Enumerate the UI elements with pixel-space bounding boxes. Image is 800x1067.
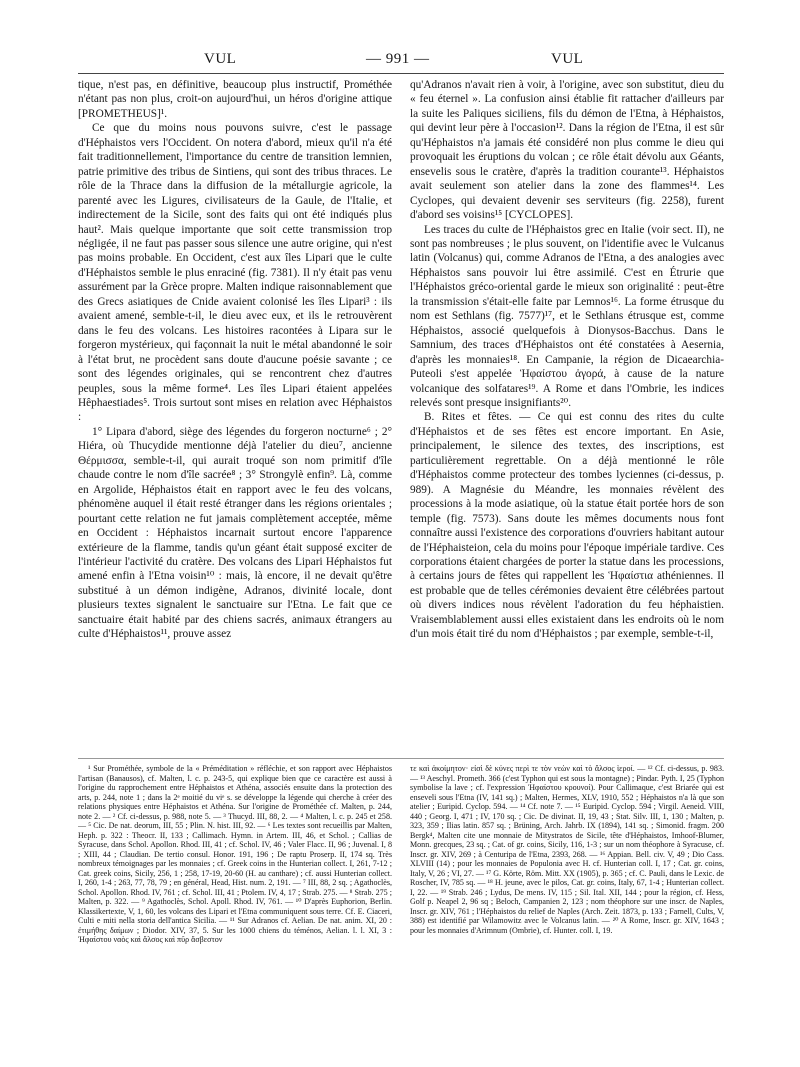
paragraph: Les traces du culte de l'Héphaistos grec en Italie (voir sect. II), ne sont pas nombreuses ; le plus souvent, on l'identifie avec le Vulcanus latin (Volcanus) qui, comme Adranos de l'Etna, a des analogies avec Héphaistos sans pouvoir lui être assimilé. C'est en Étrurie que l'Héphaistos gréco-oriental garde le mieux son originalité : peut-être la transmission s'était-elle faite par Lemnos¹⁶. La forme étrusque du nom est Sethlans (fig. 7577)¹⁷, et le Sethlans étrusque est, comme Héphaistos, associé quelquefois à Dionysos-Bacchus. Dans le Samnium, des traces d'Héphaistos ont été constatées à Aesernia, d'après les monnaies¹⁸. En Campanie, la région de Dicaearchia-Puteoli s'est appelée Ἡφαίστου ἀγορά, à cause de la nature volcanique des solfatares¹⁹. A Rome et dans l'Ombrie, les indices relevés sont presque insignifiants²⁰. — [410, 223, 724, 409]
paragraph: 1° Lipara d'abord, siège des légendes du forgeron nocturne⁶ ; 2° Hiéra, où Thucydide mentionne déjà l'atelier du dieu⁷, ancienne Θέρμισσα, semble-t-il, qui aurait troqué son nom primitif d'île chaude contre le nom d'île sacrée⁸ ; 3° Strongylè enfin⁹. Là, comme en Argolide, Héphaistos était en rapport avec le feu des volcans, phénomène auquel il était resté étranger dans les régions orientales ; pourtant cette relation ne fut jamais complètement acceptée, même en Occident : Héphaistos incarnait surtout encore l'apparence extérieure de la flamme, tandis qu'un géant était supposé exciter de l'intérieur l'activité du cratère. Des volcans des Lipari Héphaistos fut amené enfin à l'Etna voisin¹⁰ : mais, là encore, il ne devait qu'être substitué à un démon indigène, Adranos, divinité locale, dont plusieurs textes signalent le sanctuaire sur l'Etna. Le fait que ce sanctuaire était habité par des chiens sacrés, animaux étrangers au culte d'Héphaistos¹¹, prouve assez — [78, 425, 392, 641]
footnotes-left — [78, 764, 392, 1054]
footnote-rule — [78, 758, 724, 759]
body-column-right — [410, 78, 724, 748]
page-number: — 991 — — [366, 51, 430, 67]
header-rule — [78, 73, 724, 74]
running-header-left: VUL — [204, 51, 237, 67]
paragraph: tique, n'est pas, en définitive, beaucoup plus instructif, Prométhée n'étant pas non plus, croit-on aujourd'hui, un héros d'origine attique [PROMETHEUS]¹. — [78, 79, 392, 120]
footnotes-right — [410, 764, 724, 1054]
paragraph: qu'Adranos n'avait rien à voir, à l'origine, avec son substitut, dieu du « feu éternel ». La confusion ainsi établie fit rattacher d'ailleurs par la suite les Paliques siciliens, fils du démon de l'Etna, à Héphaistos, qui devint leur père à l'occasion¹². Dans la région de l'Etna, il est sûr qu'Héphaistos n'a jamais été considéré non plus comme le dieu qui provoquait les éruptions du volcan ; ce rôle était dévolu aux Géants, ensevelis sous le cratère, d'après la tradition courante¹³. Héphaistos avait seulement son atelier dans la zone des flammes¹⁴. Les Cyclopes, qui devaient devenir ses serviteurs (fig. 2258), furent d'abord ses voisins¹⁵ [CYCLOPES]. — [410, 79, 724, 222]
running-header-right: VUL — [551, 51, 584, 67]
paragraph: Ce que du moins nous pouvons suivre, c'est le passage d'Héphaistos vers l'Occident. On notera d'abord, mieux qu'il n'a été fait traditionnellement, l'importance du centre de transition lemnien, patrie primitive des tribus de Sintiens, qui sont des tribus thraces. Le rôle de la Thrace dans la diffusion de la métallurgie agricole, la parenté avec les Ligures, civilisateurs de la Gaule, de l'Italie, et indirectement de la Sicile, sont des faits qui ont été indiqués plus haut². Mais quelque importante que soit cette transmission trop négligée, il ne faut pas passer sous silence une autre origine, qui n'est pas moins probable. En Occident, c'est aux îles Lipari que le culte d'Héphaistos semble le plus enraciné (fig. 7381). Il n'y était pas venu assurément par la Grèce propre. Malten indique raisonnablement que des Grecs asiatiques de Cnide avaient colonisé les îles Lipari³ : ils avaient amené, semble-t-il, le dieu avec eux, et ils le retrouvèrent dans le feu des volcans. Les histoires racontées à Lipara sur le forgeron mystérieux, qui façonnait la nuit le métal abandonné le soir à l'état brut, ne procèdent sans doute d'aucune poésie savante ; ce sont des légendes originales, qui se rencontrent chez d'autres peuples, sous la même forme⁴. Les îles Lipari étaient appelées Hêphaestiades⁵. Trois surtout sont mises en relation avec Héphaistos : — [78, 122, 392, 424]
footnote-block: τε καὶ ἀκοίμητον· εἰσὶ δὲ κύνες περὶ τε τὸν νεὼν καὶ τὸ ἄλσος ἱεροί. — ¹² Cf. ci-dessus, p. 983. — ¹³ Aeschyl. Prometh. 366 (c'est Typhon qui est sous la montagne) ; Pindar. Pyth. I, 25 (Typhon symbolise la lave ; cf. l'expression Ἡφαίστου κρουνοί). Pour Callimaque, c'est Briarée qui est enseveli sous l'Etna (IV, 141 sq.) ; Malten, Hermes, XLV, 1910, 552 ; Héphaistos n'a là que son atelier ; Euripid. Cyclop. 594. — ¹⁴ Cf. note 7. — ¹⁵ Euripid. Cyclop. 594 ; Virgil. Aeneid. VIII, 440 ; Georg. I, 471 ; IV, 170 sq. ; Cic. De divinat. II, 19, 43 ; Stat. Silv. III, 1, 130 ; Malten, p. 323, 359 ; Ilias latin. 857 sq. ; Brüning, Arch. Jahrb. IX (1894), 141 sq. ; Simonid. fragm. 200 Bergk⁴, Malten cite une monnaie de Mitystratos de Sicile, tête d'Héphaistos, Imhoof-Blumer, Monn. grecques, 23 sq. ; Cat. of gr. coins, Sicily, 116, 1-3 ; sur un nom théophore à Syracuse, cf. Inscr. gr. XIV, 269 ; à Centuripa de l'Etna, 2393, 268. — ¹⁶ Appian. Bell. civ. V, 49 ; Dio Cass. XLVIII (14) ; pour les monnaies de Populonia avec H. cf. Hunterian coll. I, 17 ; Cat. gr. coins, Italy, V, 26 ; VI, 27. — ¹⁷ G. Körte, Röm. Mitt. XX (1905), p. 365 ; cf. C. Pauli, dans le Lexic. de Roscher, IV, 785 sq. — ¹⁸ H. jeune, avec le pilos, Cat. gr. coins, Italy, 67, 1-4 ; Hunterian collect. I, 22. — ¹⁹ Strab. 246 ; Lydus, De mens. IV, 115 ; Sil. Ital. XII, 144 ; pour la région, cf. Hess, Golf p. Neapel 2, 96 sq ; Beloch, Campanien 2, 123 ; nom théophore sur une inscr. de Naples, Inscr. gr. XIV, 761 ; l'Héphaistos du relief de Naples (Arch. Zeit. 1873, p. 133 ; Farnell, Cults, V, 388) est identifié par Wilamowitz avec le Volcanus latin. — ²⁰ A Rome, Inscr. gr. XIV, 1643 ; pour les monnaies d'Arimnum (Ombrie), cf. Hunter. coll. I, 19. — [410, 764, 724, 935]
footnote-block: ¹ Sur Prométhée, symbole de la « Préméditation » réfléchie, et son rapport avec Héphaistos l'artisan (Banausos), cf. Malten, l. c. p. 243-5, qui explique bien que ce caractère est aussi à l'origine du rapprochement entre Héphaistos et Athéna, associés ensuite dans la protection des arts, p. 244, note 1 ; dans la 2ᵉ moitié du viᵉ s. se développe la légende qui cherche à créer des relations physiques entre Héphaistos et Athéna. Sur l'origine de Prométhée cf. Malten, p. 244, note 2. — ² Cf. ci-dessus, p. 988, note 5. — ³ Thucyd. III, 88, 2. — ⁴ Malten, l. c. p. 245 et 258. — ⁵ Cic. De nat. deorum, III, 55 ; Plin. N. hist. III, 92. — ⁶ Les textes sont recueillis par Malten, Heph. p. 322 : Theocr. II, 133 ; Callimach. Hymn. in Artem. III, 46, et Schol. ; Callias de Syracuse, dans Schol. Apollon. Rhod. III, 41 ; cf. Schol. IV, 46 ; Valer Flacc. II, 96 ; Juvenal. I, 8 ; XIII, 44 ; Claudian. De tertio consul. Honor. 191, 196 ; De raptu Proserp. II, 174 sq. Très nombreux témoignages par les monnaies ; cf. Greek coins in the Hunterian collect. I, 261, 7-12 ; Cat. greek coins, Sicily, 256, 1 ; 258, 17-19, 20-60 (H. au canthare) ; cf. aussi Hunterian collect. I, 260, 1-4 ; 263, 77, 78, 79 ; en général, Head, Hist. num. 2, 191. — ⁷ III, 88, 2 sq. ; Agathoclès, Schol. Apollon. Rhod. IV, 761 ; cf. Schol. III, 41 ; Ptolem. IV, 4, 17 ; Strab. 275. — ⁸ Strab. 275 ; Malten, p. 322. — ⁹ Agathoclès, Schol. Apoll. Rhod. IV, 761. — ¹⁰ D'après Euphorion, Berlin. Klassikertexte, V, 1, 60, les volcans des Lipari et l'Etna communiquent sous terre. Cf. E. Ciaceri, Culti e miti nella storia dell'antica Sicilia. — ¹¹ Sur Adranos cf. Aelian. De nat. anim. XI, 20 : ἐτιμήθης δαίμων ; Diodor. XIV, 37, 5. Sur les 1000 chiens du téménos, Aelian. l. l. XI, 3 : Ἡφαίστου ναὸς καὶ ἄλσος καὶ πῦρ ἄσβεστον — [78, 764, 392, 944]
paragraph: B. Rites et fêtes. — Ce qui est connu des rites du culte d'Héphaistos et de ses fêtes est encore important. En Asie, principalement, le silence des textes, des inscriptions, est particulièrement regrettable. On a déjà mentionné le rôle d'Héphaistos comme protecteur des tombes lyciennes (ci-dessus, p. 989). A Magnésie du Méandre, les monnaies révèlent des processions à la mode asiatique, où la statue était portée hors de son temple (fig. 7573). Sans doute les mêmes documents nous font connaître aussi l'existence des corporations d'ouvriers habitant autour de l'Héphaisteion, cela du moins pour l'époque impériale tardive. Ces corporations étaient chargées de porter la statue dans les processions, à certains jours de fêtes qui rappellent les Ἡφαίστια athéniennes. Il est probable que de telles cérémonies devaient être célébrées partout où divers indices nous révèlent l'adoration du feu héphaistien. Vraisemblablement aussi elles existaient dans les endroits où le nom d'un mois était tiré du nom d'Héphaistos ; par exemple, semble-t-il, — [410, 411, 724, 641]
body-column-left — [78, 78, 392, 748]
